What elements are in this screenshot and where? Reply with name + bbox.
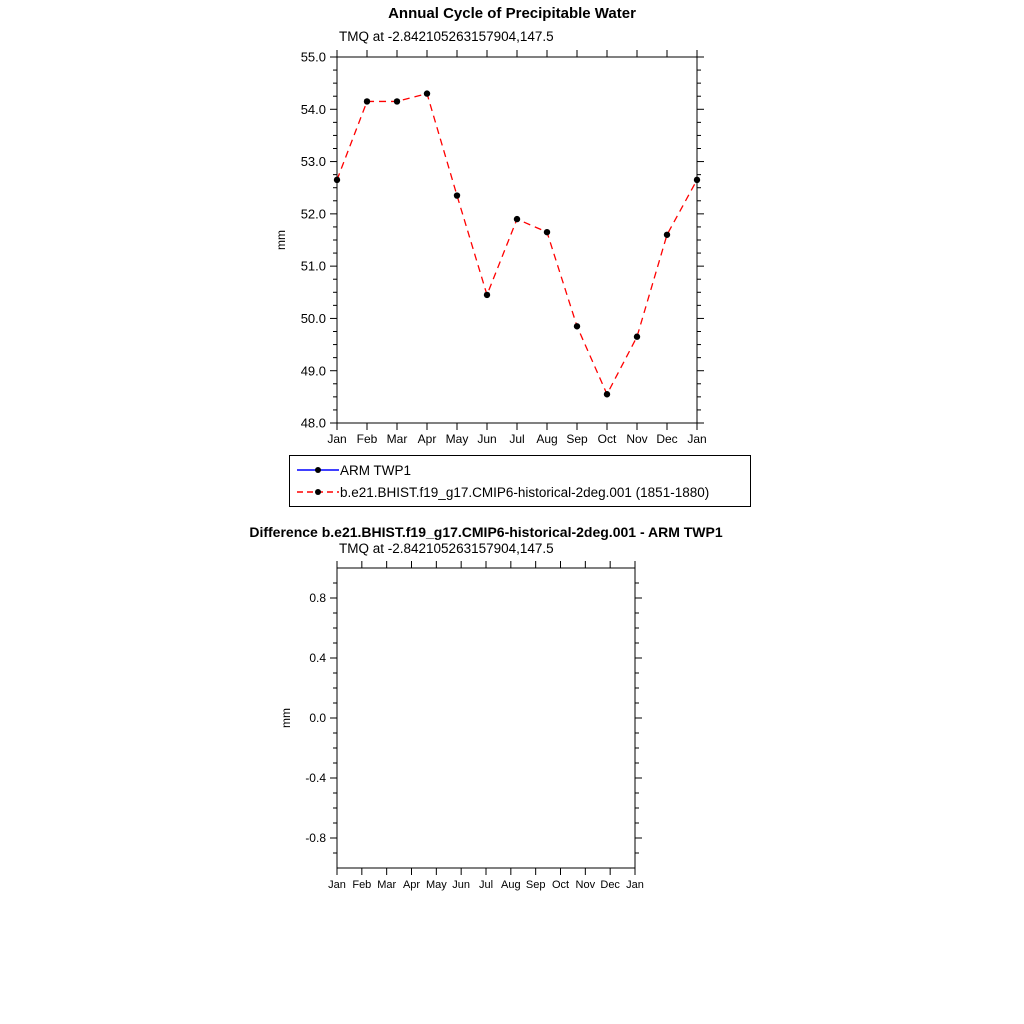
svg-text:-0.4: -0.4 [305,771,326,786]
svg-text:May: May [445,432,469,446]
svg-text:Jun: Jun [477,432,497,446]
svg-text:Sep: Sep [566,432,588,446]
top-chart-title: Annual Cycle of Precipitable Water [388,5,636,22]
legend [289,455,751,507]
svg-text:May: May [425,879,447,891]
svg-text:Aug: Aug [501,879,521,891]
svg-text:Apr: Apr [417,432,437,446]
svg-text:Jan: Jan [687,432,707,446]
svg-text:Nov: Nov [626,432,648,446]
svg-text:51.0: 51.0 [300,258,326,274]
svg-text:mm: mm [274,230,288,250]
legend-label-arm-twp1: ARM TWP1 [340,462,412,478]
svg-text:Dec: Dec [656,432,678,446]
svg-text:0.8: 0.8 [309,591,326,606]
legend-dashed-line-icon [296,484,340,500]
difference-chart-subtitle: TMQ at -2.842105263157904,147.5 [339,541,554,556]
svg-text:Dec: Dec [600,879,620,891]
svg-text:Jan: Jan [328,879,346,891]
legend-solid-line-icon [296,462,340,478]
svg-text:Mar: Mar [377,879,397,891]
svg-text:52.0: 52.0 [300,206,326,222]
legend-item-model-run [296,481,744,503]
svg-text:Jul: Jul [478,879,494,891]
svg-text:Jul: Jul [509,432,525,446]
svg-text:Oct: Oct [551,879,570,891]
svg-text:55.0: 55.0 [300,49,326,65]
svg-text:0.0: 0.0 [309,711,326,726]
svg-text:-0.8: -0.8 [305,831,326,846]
svg-text:mm: mm [279,708,293,728]
svg-text:Jan: Jan [626,879,644,891]
svg-text:54.0: 54.0 [300,101,326,117]
svg-text:Nov: Nov [575,879,596,891]
svg-text:50.0: 50.0 [300,310,326,326]
top-chart-subtitle: TMQ at -2.842105263157904,147.5 [339,29,554,44]
svg-text:53.0: 53.0 [300,154,326,170]
svg-text:Jan: Jan [327,432,347,446]
svg-text:Feb: Feb [352,879,372,891]
svg-text:49.0: 49.0 [300,363,326,379]
svg-text:Jun: Jun [452,879,471,891]
svg-text:Apr: Apr [402,879,421,891]
svg-text:Oct: Oct [597,432,617,446]
legend-label-model-run: b.e21.BHIST.f19_g17.CMIP6-historical-2deg.001 (1851-1880) [340,484,710,500]
difference-chart-title: Difference b.e21.BHIST.f19_g17.CMIP6-historical-2deg.001 - ARM TWP1 [249,524,723,540]
legend-item-arm-twp1 [296,459,744,481]
svg-text:48.0: 48.0 [300,415,326,431]
svg-text:Feb: Feb [356,432,378,446]
svg-text:Mar: Mar [386,432,408,446]
svg-text:0.4: 0.4 [309,651,326,666]
svg-text:Aug: Aug [536,432,558,446]
svg-text:Sep: Sep [525,879,546,891]
